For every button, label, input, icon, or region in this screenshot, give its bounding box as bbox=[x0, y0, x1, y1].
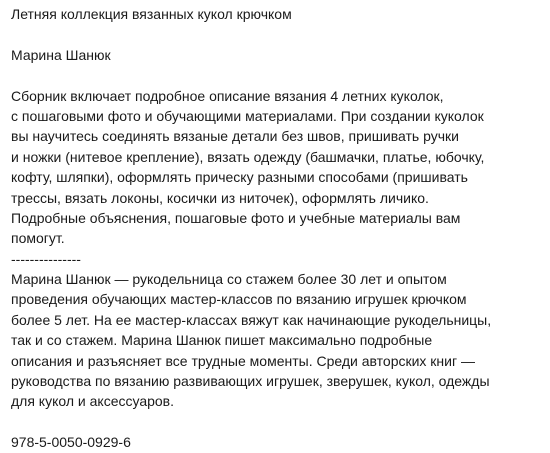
separator-line: --------------- bbox=[11, 250, 81, 267]
bio-line: для кукол и аксессуаров. bbox=[11, 393, 175, 410]
bio-line: более 5 лет. На ее мастер-классах вяжут как начинающие рукодельницы, bbox=[11, 311, 492, 328]
description-line: Подробные объяснения, пошаговые фото и учебные материалы вам bbox=[11, 209, 461, 226]
isbn-number: 978-5-0050-0929-6 bbox=[11, 434, 131, 451]
author-bio-paragraph bbox=[11, 269, 543, 412]
description-line: кофту, шляпки), оформлять прическу разными способами (пришивать bbox=[11, 169, 468, 186]
description-line: Сборник включает подробное описание вязания 4 летних куколок, bbox=[11, 87, 444, 104]
description-paragraph bbox=[11, 86, 543, 249]
blank-line bbox=[11, 412, 543, 432]
bio-line: проведения обучающих мастер-классов по вязанию игрушек крючком bbox=[11, 291, 467, 308]
description-line: трессы, вязать локоны, косички из ниточек), оформлять личико. bbox=[11, 189, 429, 206]
description-line: вы научитесь соединять вязаные детали без швов, пришивать ручки bbox=[11, 128, 459, 145]
book-title: Летняя коллекция вязанных кукол крючком bbox=[11, 6, 292, 22]
description-line: помогут. bbox=[11, 230, 65, 247]
author-name: Марина Шанюк bbox=[11, 46, 111, 63]
description-line: и ножки (нитевое крепление), вязать одежду (башмачки, платье, юбочку, bbox=[11, 148, 485, 165]
bio-line: Марина Шанюк — рукодельница со стажем более 30 лет и опытом bbox=[11, 271, 447, 288]
document-body bbox=[11, 4, 543, 453]
blank-line bbox=[11, 65, 543, 85]
bio-line: руководства по вязанию развивающих игрушек, зверушек, кукол, одежды bbox=[11, 373, 490, 390]
blank-line bbox=[11, 24, 543, 44]
bio-line: так и со стажем. Марина Шанюк пишет максимально подробные bbox=[11, 332, 433, 349]
bio-line: описания и разъясняет все трудные моменты. Среди авторских книг — bbox=[11, 352, 475, 369]
description-line: с пошаговыми фото и обучающими материалами. При создании куколок bbox=[11, 107, 484, 124]
